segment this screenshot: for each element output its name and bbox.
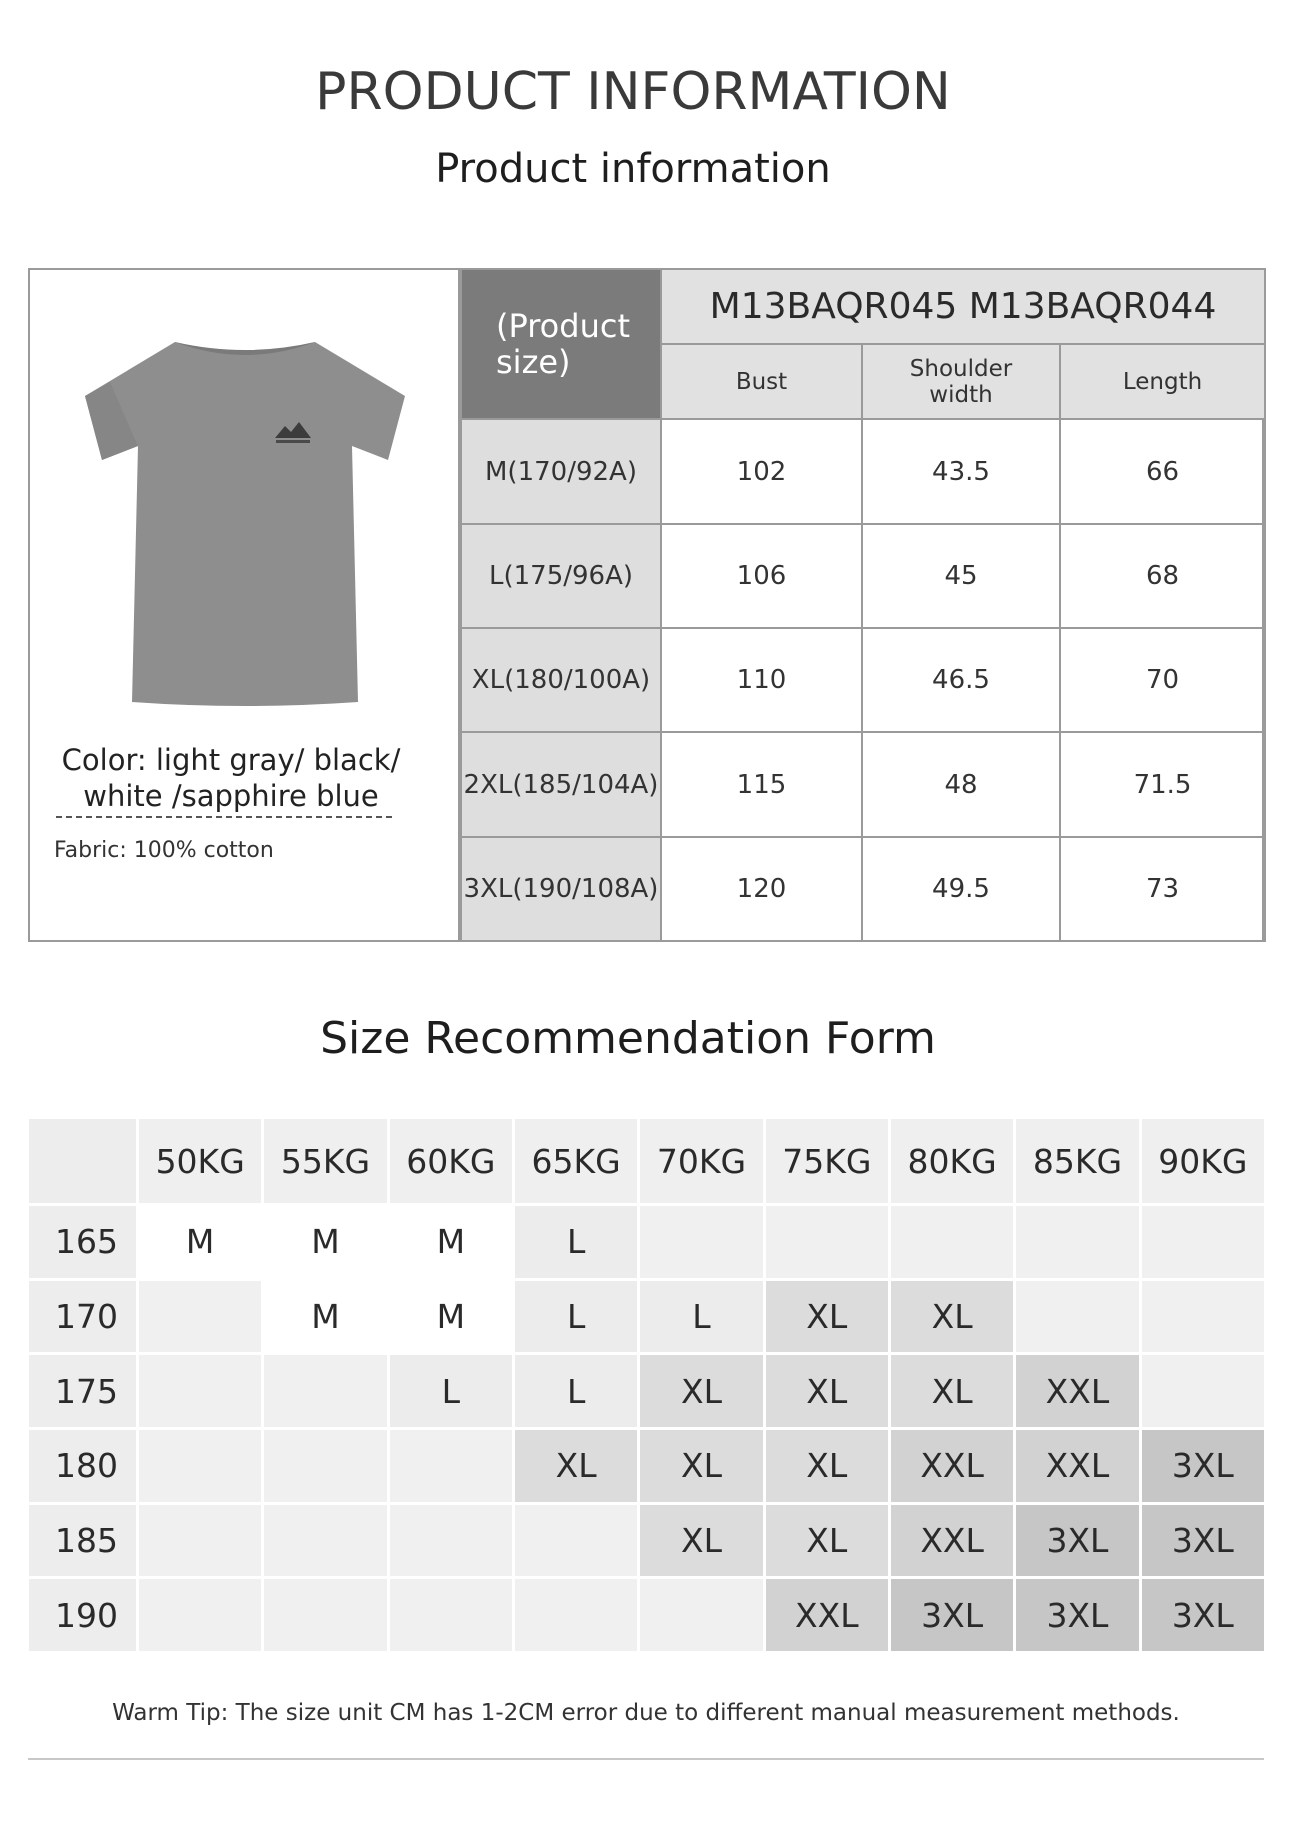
spec-row	[461, 419, 1265, 523]
size-cell	[1142, 1206, 1264, 1278]
size-cell	[264, 1430, 386, 1502]
size-cell: M	[390, 1281, 512, 1353]
size-cell	[766, 1206, 888, 1278]
rec-row	[29, 1505, 1264, 1577]
spec-length-value: 70	[1060, 628, 1265, 732]
col-header-length: Length	[1060, 344, 1265, 419]
size-cell	[640, 1579, 762, 1651]
size-cell	[390, 1430, 512, 1502]
col-header-shoulder	[862, 344, 1060, 419]
spec-shoulder-value: 49.5	[862, 837, 1060, 941]
page-title: PRODUCT INFORMATION	[315, 62, 951, 122]
weight-header: 65KG	[515, 1119, 637, 1203]
size-recommendation-table	[26, 1116, 1267, 1654]
size-cell: L	[640, 1281, 762, 1353]
bottom-divider	[28, 1758, 1264, 1760]
size-cell: XL	[766, 1281, 888, 1353]
spec-size-label: M(170/92A)	[461, 419, 661, 523]
size-cell: XL	[766, 1505, 888, 1577]
rec-row	[29, 1430, 1264, 1502]
col-header-shoulder-label: Shoulder width	[909, 355, 1013, 408]
size-cell: XL	[891, 1355, 1013, 1427]
height-label: 165	[29, 1206, 136, 1278]
spec-row	[461, 524, 1265, 628]
rec-row	[29, 1579, 1264, 1651]
spec-bust-value: 110	[661, 628, 862, 732]
size-cell	[139, 1281, 261, 1353]
recommendation-title: Size Recommendation Form	[320, 1013, 936, 1064]
height-label: 185	[29, 1505, 136, 1577]
size-cell: M	[264, 1206, 386, 1278]
spec-bust-value: 120	[661, 837, 862, 941]
tshirt-image	[70, 330, 420, 710]
weight-header: 50KG	[139, 1119, 261, 1203]
size-cell	[139, 1505, 261, 1577]
size-cell: XL	[766, 1430, 888, 1502]
size-cell: XXL	[1016, 1355, 1138, 1427]
spec-bust-value: 106	[661, 524, 862, 628]
spec-shoulder-value: 45	[862, 524, 1060, 628]
size-cell	[264, 1355, 386, 1427]
size-cell	[139, 1579, 261, 1651]
height-label: 190	[29, 1579, 136, 1651]
size-cell: 3XL	[1142, 1505, 1264, 1577]
size-cell: XXL	[766, 1579, 888, 1651]
rec-corner-cell	[29, 1119, 136, 1203]
spec-length-value: 66	[1060, 419, 1265, 523]
spec-shoulder-value: 46.5	[862, 628, 1060, 732]
spec-length-value: 68	[1060, 524, 1265, 628]
weight-header: 90KG	[1142, 1119, 1264, 1203]
page-subtitle: Product information	[435, 146, 831, 192]
size-cell: 3XL	[1016, 1505, 1138, 1577]
spec-length-value: 73	[1060, 837, 1265, 941]
size-cell	[264, 1579, 386, 1651]
color-options	[46, 742, 416, 814]
spec-size-label: XL(180/100A)	[461, 628, 661, 732]
fabric-info: Fabric: 100% cotton	[54, 838, 274, 863]
spec-bust-value: 102	[661, 419, 862, 523]
spec-size-label: L(175/96A)	[461, 524, 661, 628]
size-cell	[1016, 1281, 1138, 1353]
size-cell: XL	[766, 1355, 888, 1427]
spec-size-label: 2XL(185/104A)	[461, 732, 661, 836]
color-line-1: Color: light gray/ black/	[61, 743, 401, 777]
size-spec-table	[460, 268, 1266, 942]
rec-row	[29, 1206, 1264, 1278]
spec-shoulder-value: 48	[862, 732, 1060, 836]
spec-bust-value: 115	[661, 732, 862, 836]
size-cell: M	[139, 1206, 261, 1278]
size-cell: L	[390, 1355, 512, 1427]
size-cell	[891, 1206, 1013, 1278]
warm-tip: Warm Tip: The size unit CM has 1-2CM error due to different manual measurement methods.	[112, 1700, 1180, 1726]
col-header-bust: Bust	[661, 344, 862, 419]
size-cell: XXL	[891, 1430, 1013, 1502]
size-cell: 3XL	[1016, 1579, 1138, 1651]
size-cell: 3XL	[1142, 1430, 1264, 1502]
size-cell: XL	[515, 1430, 637, 1502]
rec-row	[29, 1281, 1264, 1353]
size-cell: XXL	[1016, 1430, 1138, 1502]
size-cell: M	[264, 1281, 386, 1353]
size-cell: 3XL	[891, 1579, 1013, 1651]
product-size-header: (Product size)	[461, 269, 661, 419]
size-cell: L	[515, 1281, 637, 1353]
size-cell: XL	[640, 1355, 762, 1427]
size-cell: XL	[891, 1281, 1013, 1353]
size-cell	[515, 1579, 637, 1651]
spec-size-label: 3XL(190/108A)	[461, 837, 661, 941]
size-cell: XL	[640, 1505, 762, 1577]
size-cell	[1016, 1206, 1138, 1278]
size-cell: M	[390, 1206, 512, 1278]
size-cell	[640, 1206, 762, 1278]
logo-text-line	[276, 440, 310, 443]
height-label: 180	[29, 1430, 136, 1502]
weight-header: 80KG	[891, 1119, 1013, 1203]
weight-header: 85KG	[1016, 1119, 1138, 1203]
size-cell	[390, 1505, 512, 1577]
size-cell: L	[515, 1206, 637, 1278]
rec-row	[29, 1355, 1264, 1427]
size-cell: XXL	[891, 1505, 1013, 1577]
spec-length-value: 71.5	[1060, 732, 1265, 836]
weight-header: 70KG	[640, 1119, 762, 1203]
weight-header: 75KG	[766, 1119, 888, 1203]
size-cell	[139, 1355, 261, 1427]
dashed-divider	[56, 816, 392, 818]
model-numbers: M13BAQR045 M13BAQR044	[661, 269, 1265, 344]
spec-row	[461, 837, 1265, 941]
size-cell	[390, 1579, 512, 1651]
weight-header: 55KG	[264, 1119, 386, 1203]
color-line-2: white /sapphire blue	[83, 779, 379, 813]
size-cell	[1142, 1355, 1264, 1427]
spec-shoulder-value: 43.5	[862, 419, 1060, 523]
size-cell	[139, 1430, 261, 1502]
size-cell: 3XL	[1142, 1579, 1264, 1651]
spec-row	[461, 732, 1265, 836]
height-label: 175	[29, 1355, 136, 1427]
size-cell	[1142, 1281, 1264, 1353]
size-cell	[264, 1505, 386, 1577]
size-cell: L	[515, 1355, 637, 1427]
size-cell	[515, 1505, 637, 1577]
size-cell: XL	[640, 1430, 762, 1502]
spec-row	[461, 628, 1265, 732]
height-label: 170	[29, 1281, 136, 1353]
weight-header: 60KG	[390, 1119, 512, 1203]
tshirt-body	[85, 342, 405, 706]
